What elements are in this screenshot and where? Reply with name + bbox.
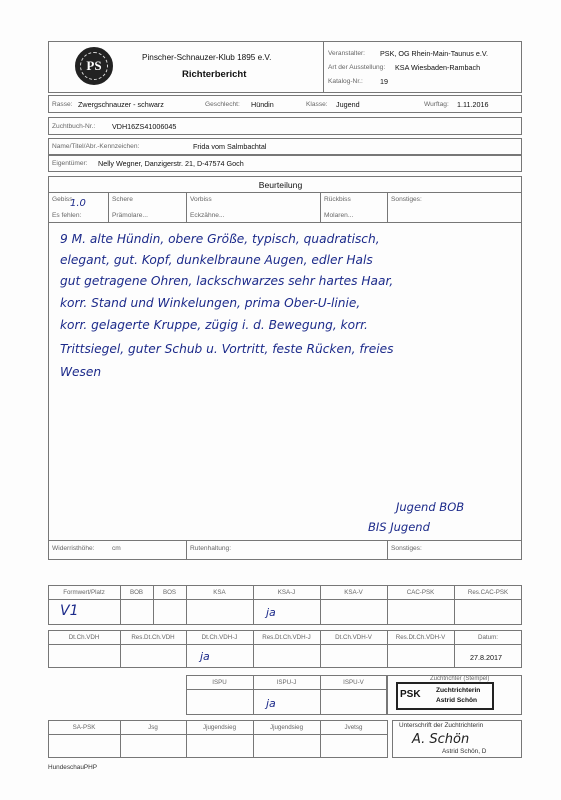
formwert-value: V1	[60, 603, 79, 619]
signature-name: Astrid Schön, D	[442, 748, 487, 755]
judgement-line-7: Wesen	[60, 365, 102, 379]
header-divider	[323, 41, 324, 93]
logo-monogram: PS	[86, 58, 102, 73]
col-jvetsg: Jvetsg	[344, 724, 363, 731]
rutenhaltung-label: Rutenhaltung:	[190, 545, 232, 552]
geschlecht-value: Hündin	[251, 100, 274, 109]
col-res-cac-psk: Res.CAC-PSK	[467, 589, 509, 596]
signature-label: Unterschrift der Zuchtrichterin	[399, 722, 484, 729]
eckzaehne-label: Eckzähne...	[190, 212, 225, 219]
gebiss-label: Gebiss	[52, 196, 73, 203]
col-ispu: ISPU	[212, 679, 227, 686]
vorbiss-label: Vorbiss	[190, 196, 212, 203]
col-bob: BOB	[129, 589, 144, 596]
zuchtbuch-label: Zuchtbuch-Nr.:	[52, 123, 96, 130]
dt-ch-vdh-j-value: ja	[200, 650, 210, 663]
gebiss-divider-2	[186, 192, 187, 222]
col-dt-ch-vdh-v: Dt.Ch.VDH-V	[335, 634, 372, 641]
judge-stamp	[396, 682, 494, 710]
gebiss-sonstiges-label: Sonstiges:	[391, 196, 422, 203]
stamp-logo: PSK	[400, 689, 421, 700]
judgement-line-3: gut getragene Ohren, lackschwarzes sehr hartes Haar,	[60, 274, 394, 288]
measurements-divider-2	[387, 540, 388, 560]
art-value: KSA Wiesbaden-Rambach	[395, 63, 481, 72]
gebiss-mark: 1.0	[70, 198, 86, 209]
col-ksa: KSA	[213, 589, 226, 596]
wurftag-value: 1.11.2016	[457, 100, 489, 109]
eigentuemer-value: Nelly Wegner, Danzigerstr. 21, D-47574 Goch	[98, 159, 244, 168]
measurements-top-line	[48, 540, 522, 541]
geschlecht-label: Geschlecht:	[205, 101, 240, 108]
judge-signature: A. Schön	[412, 732, 470, 747]
klasse-label: Klasse:	[306, 101, 328, 108]
award-line-2: BIS Jugend	[368, 520, 430, 534]
rasse-value: Zwergschnauzer - schwarz	[78, 100, 164, 109]
wurftag-label: Wurftag:	[424, 101, 449, 108]
veranstalter-value: PSK, OG Rhein-Main-Taunus e.V.	[380, 49, 488, 58]
award-line-1: Jugend BOB	[396, 500, 465, 514]
es-fehlen-label: Es fehlen:	[52, 212, 82, 219]
col-ispu-v: ISPU-V	[343, 679, 364, 686]
measurements-sonstiges-label: Sonstiges:	[391, 545, 422, 552]
club-logo	[75, 47, 113, 85]
col-res-dt-ch-vdh-v: Res.Dt.Ch.VDH-V	[395, 634, 446, 641]
ispu-table-header-line	[186, 689, 387, 690]
sa-psk-table-line	[48, 734, 388, 735]
katalog-label: Katalog-Nr.:	[328, 78, 363, 85]
judgement-line-4: korr. Stand und Winkelungen, prima Ober-U-linie,	[60, 296, 361, 310]
name-value: Frida vom Salmbachtal	[193, 142, 267, 151]
col-formwert: Formwert/Platz	[63, 589, 105, 596]
stamp-label: Zuchtrichter (Stempel)	[430, 676, 490, 682]
beurteilung-title: Beurteilung	[258, 180, 303, 190]
col-jsg: Jsg	[148, 724, 158, 731]
col-jjugendsieg-2: Jjugendsieg	[269, 724, 304, 731]
col-dt-ch-vdh-j: Dt.Ch.VDH-J	[201, 634, 238, 641]
judgement-line-5: korr. gelagerte Kruppe, zügig i. d. Bewegung, korr.	[60, 318, 368, 332]
judgement-line-6: Trittsiegel, guter Schub u. Vortritt, feste Rücken, freies	[60, 342, 394, 356]
col-sa-psk: SA-PSK	[72, 724, 96, 731]
widerrist-unit: cm	[112, 545, 121, 552]
gebiss-divider-1	[108, 192, 109, 222]
katalog-value: 19	[380, 77, 388, 86]
club-name: Pinscher-Schnauzer-Klub 1895 e.V.	[142, 53, 272, 62]
klasse-value: Jugend	[336, 100, 360, 109]
footer-app-name: HundeschauPHP	[48, 764, 98, 771]
judgement-line-2: elegant, gut. Kopf, dunkelbraune Augen, edler Hals	[60, 253, 373, 267]
gebiss-divider-3	[320, 192, 321, 222]
stamp-line-2: Astrid Schön	[436, 697, 478, 704]
col-jjugendsieg-1: Jjugendsieg	[202, 724, 237, 731]
page-title: Richterbericht	[182, 69, 247, 80]
praemolare-label: Prämolare...	[112, 212, 148, 219]
col-res-dt-ch-vdh-j: Res.Dt.Ch.VDH-J	[262, 634, 311, 641]
molaren-label: Molaren...	[324, 212, 354, 219]
beurteilung-title-line	[48, 192, 522, 193]
eigentuemer-label: Eigentümer:	[52, 160, 88, 167]
ispu-j-value: ja	[266, 697, 276, 710]
col-res-dt-ch-vdh: Res.Dt.Ch.VDH	[131, 634, 175, 641]
col-ispu-j: ISPU-J	[276, 679, 297, 686]
gebiss-row-line	[48, 222, 522, 223]
judgement-line-1: 9 M. alte Hündin, obere Größe, typisch, quadratisch,	[60, 232, 380, 246]
stamp-line-1: Zuchtrichterin	[436, 687, 481, 694]
gebiss-divider-4	[387, 192, 388, 222]
datum-value: 27.8.2017	[470, 653, 502, 662]
schere-label: Schere	[112, 196, 133, 203]
widerrist-label: Widerristhöhe:	[52, 545, 95, 552]
zuchtbuch-value: VDH16ZS41006045	[112, 122, 177, 131]
ksa-j-value: ja	[266, 606, 276, 619]
col-ksa-v: KSA-V	[344, 589, 363, 596]
veranstalter-label: Veranstalter:	[328, 50, 366, 57]
col-datum: Datum:	[478, 634, 498, 641]
rasse-label: Rasse:	[52, 101, 73, 108]
col-ksa-j: KSA-J	[277, 589, 296, 596]
rueckbiss-label: Rückbiss	[324, 196, 351, 203]
col-cac-psk: CAC-PSK	[406, 589, 435, 596]
col-dt-ch-vdh: Dt.Ch.VDH	[68, 634, 100, 641]
art-label: Art der Ausstellung:	[328, 64, 386, 71]
name-label: Name/Titel/Abr.-Kennzeichen:	[52, 143, 140, 150]
measurements-divider-1	[186, 540, 187, 560]
col-bos: BOS	[162, 589, 177, 596]
